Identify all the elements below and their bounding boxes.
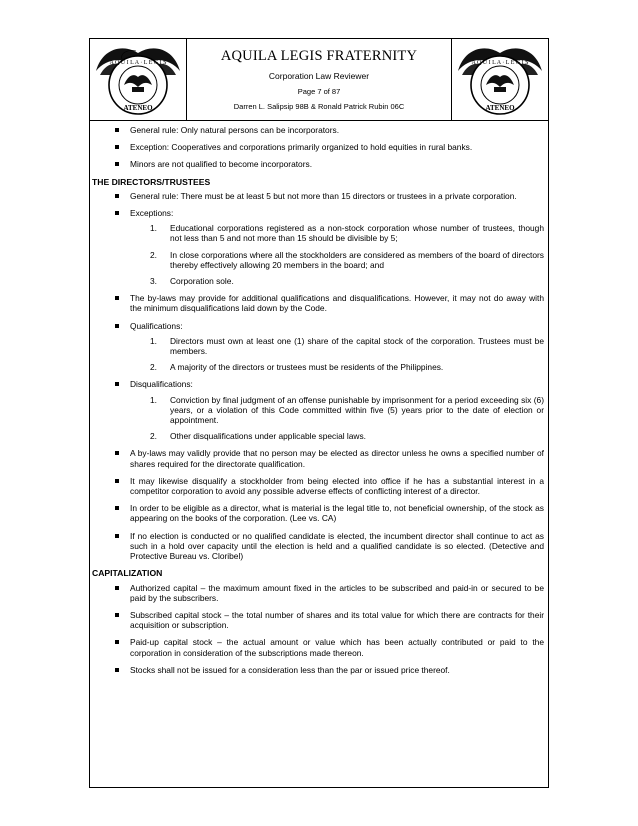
item-text: Conviction by final judgment of an offense punishable by imprisonment for a period exceeding six (6) years, or a violation of this Code committed within five (5) years prior to the date of election or appointment.	[170, 394, 544, 426]
item-number: 2.	[150, 362, 157, 373]
item-text: Corporation sole.	[170, 276, 234, 287]
header-text	[186, 39, 452, 111]
item-number: 2.	[150, 431, 157, 442]
list-item: Exception: Cooperatives and corporations primarily organized to hold equities in rural banks.	[92, 142, 546, 152]
list-item: Stocks shall not be issued for a consideration less than the par or issued price thereof.	[92, 665, 546, 675]
qualifications-label: Qualifications:	[130, 320, 183, 331]
numbered-item	[130, 336, 544, 356]
list-item: General rule: There must be at least 5 but not more than 15 directors or trustees in a private corporation.	[92, 191, 546, 201]
page-header	[90, 39, 548, 121]
exceptions-label: Exceptions:	[130, 208, 174, 219]
numbered-item	[130, 362, 544, 372]
header-authors: Darren L. Salipsip 98B & Ronald Patrick Rubin 06C	[233, 102, 405, 111]
numbered-item	[130, 276, 544, 286]
list-item: Subscribed capital stock – the total number of shares and its total value for which there are contracts for their acquisition or subscription.	[92, 610, 546, 630]
numbered-item	[130, 395, 544, 426]
list-item: General rule: Only natural persons can be incorporators.	[92, 125, 546, 135]
capitalization-list	[92, 583, 546, 675]
logo-lettering-bottom: ATENEO	[123, 104, 153, 112]
page-number: Page 7 of 87	[297, 87, 341, 96]
section-heading-directors: THE DIRECTORS/TRUSTEES	[92, 176, 211, 187]
item-number: 1.	[150, 394, 157, 405]
page-content	[90, 125, 548, 682]
disqualifications-label: Disqualifications:	[130, 379, 193, 390]
item-text: Other disqualifications under applicable special laws.	[170, 431, 366, 442]
item-number: 3.	[150, 276, 157, 287]
disqualifications-list	[130, 395, 544, 442]
item-text: A majority of the directors or trustees must be residents of the Philippines.	[170, 362, 444, 373]
list-item: Authorized capital – the maximum amount fixed in the articles to be subscribed and paid-in or secured to be paid by the subscribers.	[92, 583, 546, 603]
list-item: If no election is conducted or no qualified candidate is elected, the incumbent director shall continue to act as such in a hold over capacity until the election is held and a qualified candidate is so elected. (Detective and Protective Bureau vs. Cloribel)	[92, 531, 546, 562]
numbered-item	[130, 431, 544, 441]
list-item: A by-laws may validly provide that no person may be elected as director unless he owns a specified number of shares required for the directorate qualification.	[92, 448, 546, 468]
item-text: Educational corporations registered as a non-stock corporation whose number of trustees, though not less than 5 and not more than 15 should be divisible by 5;	[170, 223, 544, 244]
fraternity-seal-logo-left	[92, 41, 184, 117]
logo-lettering: A Q U I L A · L E G I S	[471, 60, 529, 66]
list-item: Minors are not qualified to become incorporators.	[92, 159, 546, 169]
numbered-item	[130, 223, 544, 243]
item-text: In close corporations where all the stockholders are considered as members of the board of directors thereby effectively allowing 20 members in the board; and	[170, 249, 544, 270]
header-subtitle: Corporation Law Reviewer	[268, 71, 370, 81]
numbered-item	[130, 250, 544, 270]
list-item	[92, 379, 546, 441]
logo-lettering-bottom: ATENEO	[485, 104, 515, 112]
fraternity-seal-logo-right	[454, 41, 546, 117]
header-title: AQUILA LEGIS FRATERNITY	[220, 48, 418, 64]
logo-lettering: A Q U I L A · L E G I S	[109, 60, 167, 66]
header-divider-right	[451, 39, 452, 120]
item-number: 1.	[150, 335, 157, 346]
incorporators-list	[92, 125, 546, 170]
list-item	[92, 208, 546, 286]
list-item	[92, 321, 546, 373]
item-number: 1.	[150, 223, 157, 234]
section-heading-capitalization: CAPITALIZATION	[92, 568, 163, 579]
list-item: In order to be eligible as a director, what is material is the legal title to, not beneficial ownership, of the stock as appearing on the books of the corporation. (Lee vs. CA)	[92, 503, 546, 523]
list-item: The by-laws may provide for additional qualifications and disqualifications. However, it may not do away with the minimum disqualifications laid down by the Code.	[92, 293, 546, 313]
list-item: Paid-up capital stock – the actual amount or value which has been actually contributed or paid to the corporation in consideration of the subscriptions made thereon.	[92, 637, 546, 657]
directors-list	[92, 191, 546, 561]
list-item: It may likewise disqualify a stockholder from being elected into office if he has a substantial interest in a competitor corporation to avoid any possible adverse effects of conflicting interest of a director.	[92, 476, 546, 496]
item-number: 2.	[150, 249, 157, 260]
document-page	[89, 38, 549, 788]
exceptions-list	[130, 223, 544, 286]
item-text: Directors must own at least one (1) share of the capital stock of the corporation. Trustees must be members.	[170, 335, 544, 357]
qualifications-list	[130, 336, 544, 373]
